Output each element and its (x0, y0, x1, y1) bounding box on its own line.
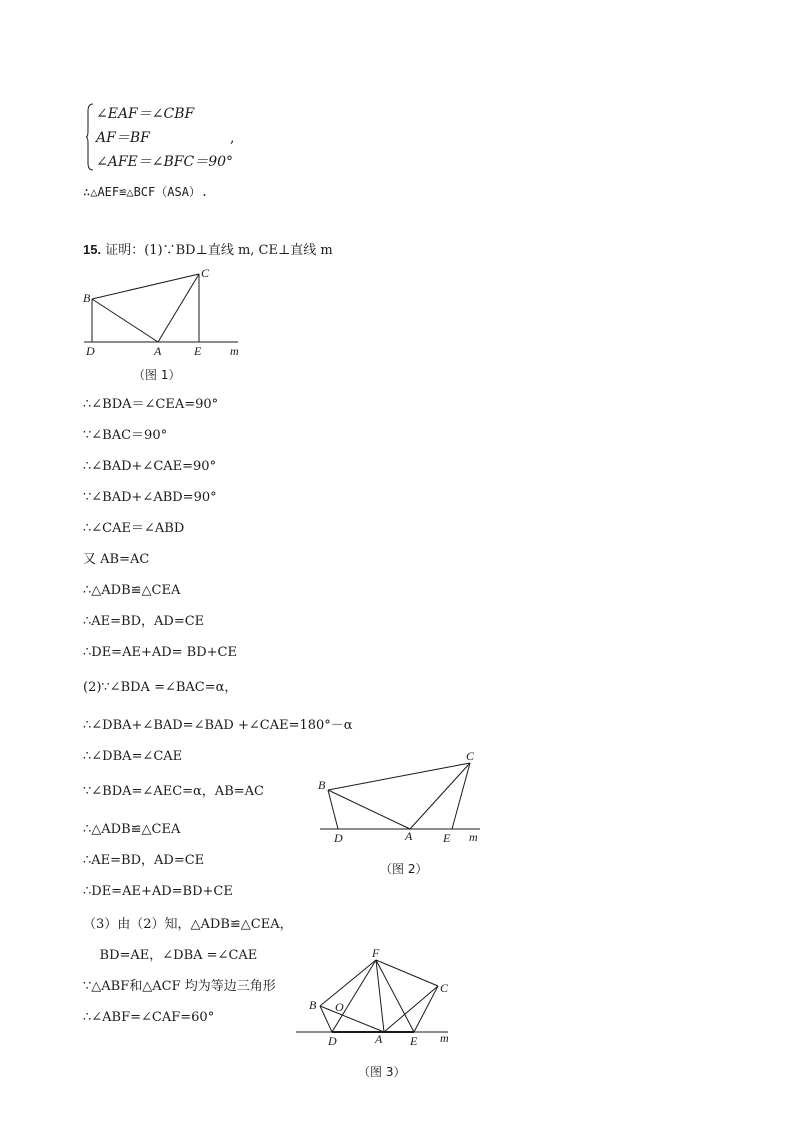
system-comma: , (230, 130, 235, 146)
fig2-segment-bd (328, 790, 338, 829)
conclusion-asa: ∴△AEF≌△BCF（ASA）. (83, 185, 209, 199)
fig2-caption: （图 2） (380, 862, 428, 876)
fig2-label-d: D (334, 831, 343, 845)
equation-row-3: ∠AFE＝∠BFC＝90° (96, 154, 234, 170)
problem-number: 15. (83, 242, 102, 257)
fig3-label-c: C (440, 981, 449, 995)
part1-line-2: ∵∠BAC＝90° (83, 428, 168, 443)
fig3-label-d: D (328, 1034, 337, 1048)
fig3-segment-fd (332, 960, 376, 1032)
fig2-label-m: m (469, 830, 478, 844)
problem-intro: 证明：(1)∵BD⊥直线 m, CE⊥直线 m (101, 243, 333, 258)
part1-line-8: ∴AE=BD，AD=CE (83, 614, 205, 629)
part2-line-6: ∴AE=BD，AD=CE (83, 853, 205, 868)
equation-row-2: AF＝BF (96, 130, 150, 146)
part3-line-3: ∵△ABF和△ACF 均为等边三角形 (83, 979, 276, 994)
fig2-label-c: C (466, 749, 475, 763)
part3-line-2: BD=AE，∠DBA =∠CAE (83, 948, 258, 963)
part1-line-6: 又 AB=AC (83, 552, 150, 567)
fig3-label-o: O (335, 1000, 344, 1014)
part2-line-2: ∴∠DBA+∠BAD=∠BAD +∠CAE=180°－α (83, 718, 353, 733)
fig3-label-e: E (410, 1034, 418, 1048)
fig3-segment-ba (320, 1006, 384, 1032)
fig1-label-e: E (194, 344, 202, 358)
fig3-segment-fa (376, 960, 384, 1032)
fig1-label-d: D (86, 344, 95, 358)
fig1-caption: （图 1） (133, 368, 181, 382)
fig3-segment-ca (384, 986, 438, 1032)
fig3-segment-fc (376, 960, 438, 986)
part2-line-7: ∴DE=AE+AD=BD+CE (83, 884, 233, 899)
equation-row-1: ∠EAF＝∠CBF (96, 106, 195, 122)
fig3-label-a: A (375, 1032, 383, 1046)
fig3-segment-bf (320, 960, 376, 1006)
fig1-segment-ca (158, 274, 199, 342)
part1-line-5: ∴∠CAE＝∠ABD (83, 521, 185, 536)
fig3-segment-ce (414, 986, 438, 1032)
fig1-label-c: C (201, 266, 210, 280)
equation-system (90, 103, 250, 173)
figure-3 (292, 944, 462, 1052)
problem-heading (83, 239, 333, 258)
part2-line-5: ∴△ADB≌△CEA (83, 822, 181, 837)
fig2-label-b: B (318, 778, 326, 792)
fig3-label-f: F (372, 946, 380, 960)
part2-line-3: ∴∠DBA=∠CAE (83, 749, 183, 764)
part1-line-1: ∴∠BDA＝∠CEA=90° (83, 397, 219, 412)
fig1-segment-ba (92, 299, 158, 342)
fig2-label-a: A (405, 829, 413, 843)
part1-line-7: ∴△ADB≌△CEA (83, 583, 181, 598)
fig1-label-a: A (154, 344, 162, 358)
part1-line-3: ∴∠BAD+∠CAE=90° (83, 459, 217, 474)
part3-line-1: （3）由（2）知，△ADB≌△CEA， (83, 917, 293, 932)
fig3-label-b: B (309, 998, 317, 1012)
fig1-label-b: B (83, 291, 91, 305)
part2-line-4: ∵∠BDA=∠AEC=α，AB=AC (83, 784, 264, 799)
part1-line-4: ∵∠BAD+∠ABD=90° (83, 490, 217, 505)
part3-line-4: ∴∠ABF=∠CAF=60° (83, 1010, 215, 1025)
fig1-label-m: m (230, 344, 239, 358)
fig2-label-e: E (443, 831, 451, 845)
part1-line-9: ∴DE=AE+AD= BD+CE (83, 645, 237, 660)
fig2-segment-ba (328, 790, 410, 829)
figure-1 (80, 262, 250, 362)
left-brace (86, 103, 94, 171)
fig3-label-m: m (440, 1031, 449, 1045)
fig1-segment-bc (92, 274, 199, 299)
fig3-caption: （图 3） (358, 1065, 406, 1079)
fig3-segment-fe (376, 960, 414, 1032)
part2-line-1: (2)∵∠BDA =∠BAC=α， (83, 680, 238, 695)
figure-2 (312, 746, 487, 846)
